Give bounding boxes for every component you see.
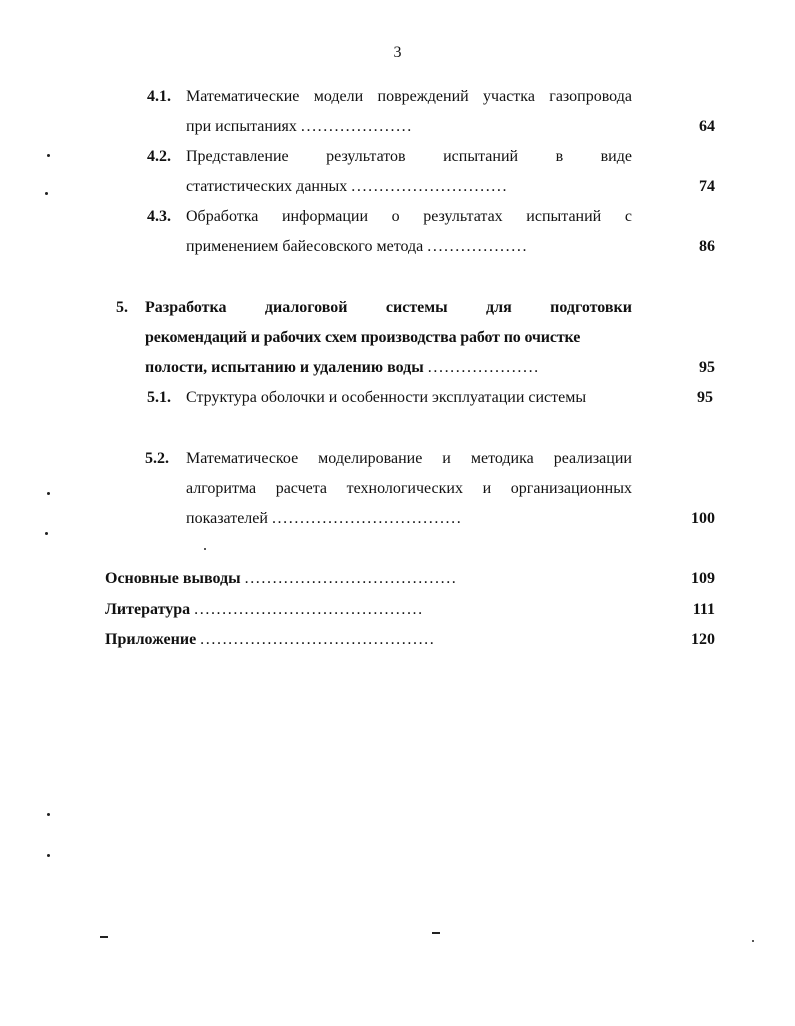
entry-number: 5. xyxy=(116,299,128,316)
scan-speck xyxy=(100,936,108,938)
scan-speck xyxy=(47,813,50,816)
entry-page: 86 xyxy=(699,238,715,255)
entry-page: 95 xyxy=(697,389,713,406)
dot-leader: .................... xyxy=(300,118,413,135)
entry-page: 64 xyxy=(699,118,715,135)
entry-title-line2: алгоритма расчета технологических и организационных xyxy=(186,480,632,497)
scan-speck xyxy=(47,154,50,157)
page-number: 3 xyxy=(393,44,402,61)
entry-page: 95 xyxy=(699,359,715,376)
entry-number: 4.2. xyxy=(147,148,171,165)
entry-title-line1: Разработка диалоговой системы для подготовки xyxy=(145,299,632,316)
entry-title-line3: полости, испытанию и удалению воды .................... xyxy=(145,359,540,376)
dot-leader: ......................................... xyxy=(194,601,424,618)
dot-leader: .......................................... xyxy=(200,631,436,648)
entry-title-line1: Представление результатов испытаний в виде xyxy=(186,148,632,165)
scan-speck xyxy=(47,492,50,495)
entry-title-line1: Математические модели повреждений участка газопровода xyxy=(186,88,632,105)
scan-speck xyxy=(752,940,754,942)
scan-speck xyxy=(47,854,50,857)
entry-title-line3: показателей .................................. xyxy=(186,510,463,527)
entry-page: 74 xyxy=(699,178,715,195)
entry-title-line1: Математическое моделирование и методика реализации xyxy=(186,450,632,467)
section-title: Приложение .......................................... xyxy=(105,631,436,648)
dot-leader: ...................................... xyxy=(244,570,458,587)
dot-leader: .................. xyxy=(427,238,529,255)
dot-leader: .................................. xyxy=(271,510,463,527)
entry-number: 5.1. xyxy=(147,389,171,406)
dot-leader: ............................ xyxy=(351,178,509,195)
entry-page: 100 xyxy=(691,510,715,527)
entry-title: Структура оболочки и особенности эксплуатации системы xyxy=(186,389,587,406)
section-title: Основные выводы ...................................... xyxy=(105,570,458,587)
section-page: 109 xyxy=(691,570,715,587)
entry-title-line2: применением байесовского метода .................. xyxy=(186,238,529,255)
dot-leader: .................... xyxy=(427,359,540,376)
entry-title-line2: рекомендаций и рабочих схем производства работ по очистке xyxy=(145,329,581,346)
scan-speck xyxy=(432,932,440,934)
scan-speck xyxy=(45,532,48,535)
entry-title-line2: при испытаниях .................... xyxy=(186,118,413,135)
section-title: Литература ......................................... xyxy=(105,601,424,618)
scan-speck xyxy=(45,192,48,195)
entry-title-line2: статистических данных ............................ xyxy=(186,178,509,195)
scan-speck xyxy=(204,548,206,550)
section-page: 111 xyxy=(692,601,715,618)
entry-number: 4.3. xyxy=(147,208,171,225)
entry-title-line1: Обработка информации о результатах испытаний с xyxy=(186,208,632,225)
entry-number: 4.1. xyxy=(147,88,171,105)
section-page: 120 xyxy=(691,631,715,648)
entry-number: 5.2. xyxy=(145,450,169,467)
